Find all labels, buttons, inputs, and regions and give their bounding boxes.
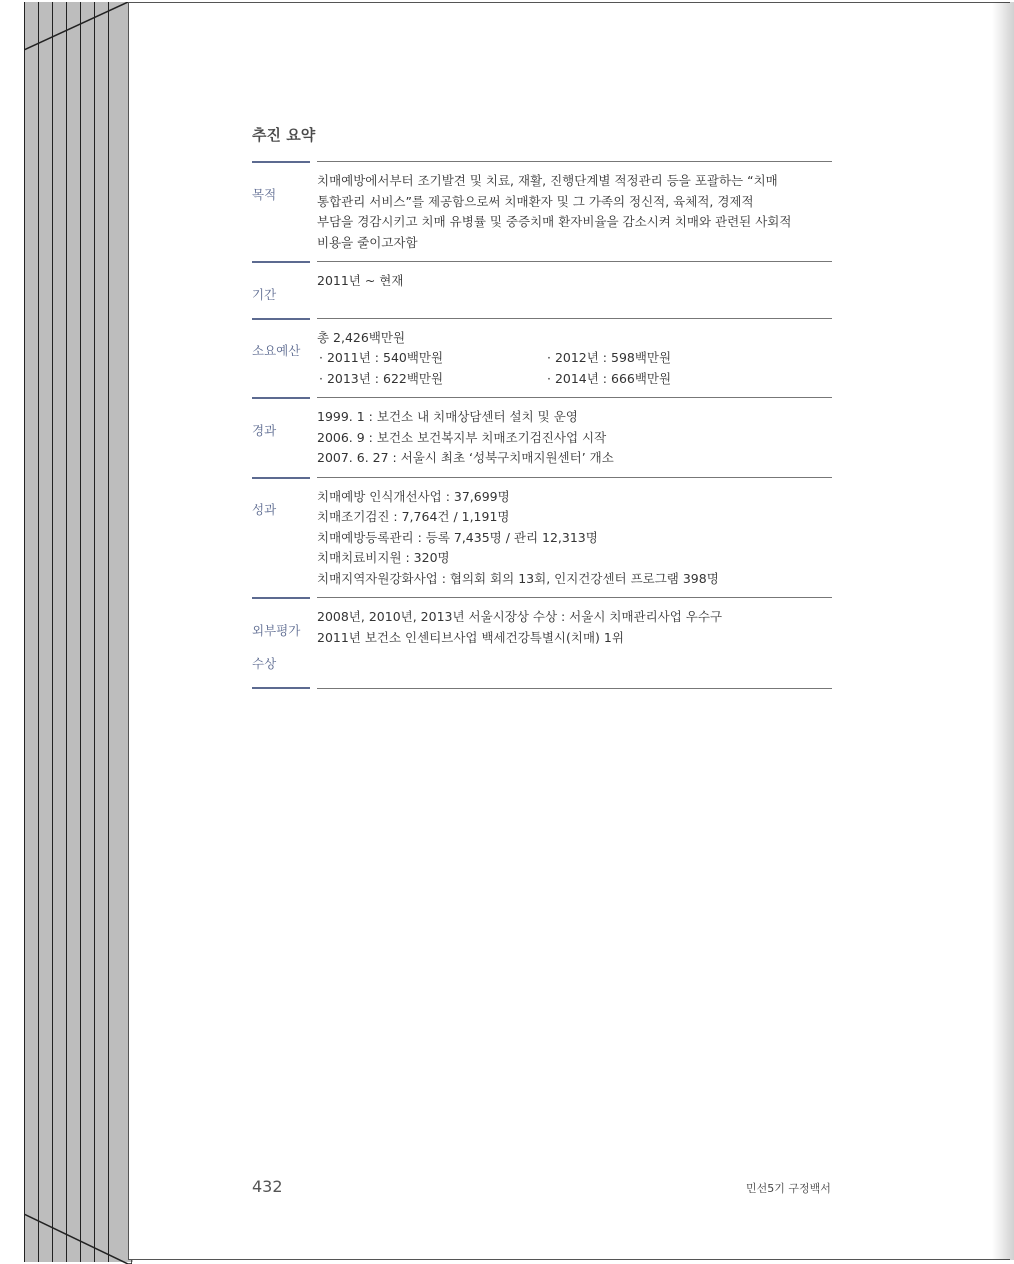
summary-row-period [252,261,832,318]
row-line: 2008년, 2010년, 2013년 서울시장상 수상 : 서울시 치매관리사업 우수구 [317,609,723,624]
row-line: 치매예방에서부터 조기발견 및 치료, 재활, 진행단계별 적정관리 등을 포괄하는 “치매 [317,173,778,188]
row-label [252,397,310,477]
row-line: 2007. 6. 27 : 서울시 최초 ‘성북구치매지원센터’ 개소 [317,450,614,465]
section-title: 추진 요약 [252,126,316,144]
summary-row-budget [252,318,832,398]
row-label-text: 기간 [252,286,277,302]
summary-table [252,161,832,689]
row-body [317,161,832,261]
budget-item: · 2011년 : 540백만원 [319,350,444,365]
summary-row-awards [252,597,832,689]
row-body [317,261,832,318]
row-line: 1999. 1 : 보건소 내 치매상담센터 설치 및 운영 [317,409,578,424]
row-label-text: 경과 [252,422,277,438]
row-line: 2011년 ~ 현재 [317,273,404,288]
row-label-text: 목적 [252,186,277,202]
row-label [252,597,310,689]
row-body [317,397,832,477]
budget-item: · 2014년 : 666백만원 [547,370,672,386]
budget-breakdown [317,348,832,389]
budget-item: · 2013년 : 622백만원 [319,370,444,386]
row-line: 치매조기검진 : 7,764건 / 1,191명 [317,509,510,524]
row-line: 치매예방등록관리 : 등록 7,435명 / 관리 12,313명 [317,529,598,545]
page-stack-edges [24,2,132,1262]
row-label-text: 외부평가 [252,622,301,638]
row-label-text: 성과 [252,502,277,517]
row-body [317,318,832,398]
row-body [317,477,832,598]
page-stack-outline [24,2,132,1264]
summary-row-purpose [252,161,832,261]
row-label [252,161,310,261]
row-body [317,597,832,689]
summary-row-results [252,477,832,598]
page-edge-shadow [992,2,1014,1260]
summary-row-history [252,397,832,477]
row-line: 치매치료비지원 : 320명 [317,550,450,565]
row-label-text: 수상 [252,655,277,671]
running-footer-title: 민선5기 구정백서 [746,1182,831,1195]
row-label [252,318,310,398]
row-line: 치매예방 인식개선사업 : 37,699명 [317,488,510,504]
row-line: 2011년 보건소 인센티브사업 백세건강특별시(치매) 1위 [317,629,624,645]
row-line: 통합관리 서비스”를 제공함으로써 치매환자 및 그 가족의 정신적, 육체적, 경제적 [317,193,754,209]
row-line: 부담을 경감시키고 치매 유병률 및 중증치매 환자비율을 감소시켜 치매와 관련된 사회적 [317,214,792,229]
row-line: 2006. 9 : 보건소 보건복지부 치매조기검진사업 시작 [317,429,607,445]
page-number: 432 [252,1177,283,1196]
row-line: 총 2,426백만원 [317,329,406,345]
row-label [252,477,310,598]
row-label-text: 소요예산 [252,343,301,358]
row-line: 치매지역자원강화사업 : 협의회 회의 13회, 인지건강센터 프로그램 398명 [317,570,719,586]
budget-item: · 2012년 : 598백만원 [547,350,672,365]
row-label [252,261,310,318]
row-line: 비용을 줄이고자함 [317,234,418,250]
